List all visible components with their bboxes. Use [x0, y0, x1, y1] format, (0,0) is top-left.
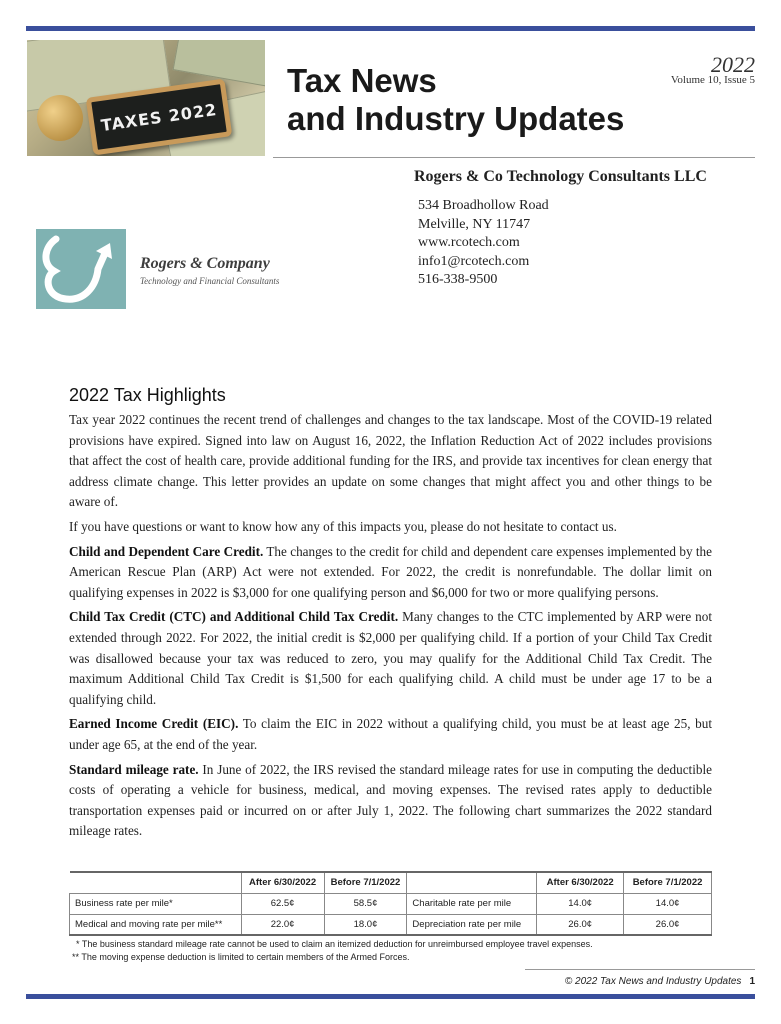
chalkboard-text: TAXES 2022 [99, 99, 219, 135]
section-heading: Standard mileage rate. [69, 761, 199, 777]
address-street: 534 Broadhollow Road [418, 198, 549, 213]
section-text: To claim the EIC in 2022 without a qualifying child, you must be at least age 25, but under age 65, at the end of the year. [69, 716, 712, 752]
address-city: Melville, NY 11747 [418, 216, 531, 232]
company-logo-icon [36, 229, 126, 309]
top-rule [26, 26, 755, 31]
table-cell-label: Depreciation rate per mile [407, 914, 537, 935]
page-number: 1 [749, 976, 755, 987]
issue-number: Volume 10, Issue 5 [670, 74, 755, 86]
logo-company-name: Rogers & Company [140, 255, 270, 272]
bottom-rule [26, 994, 755, 999]
firm-website: www.rcotech.com [418, 235, 520, 250]
table-header-row [70, 872, 712, 893]
issue-year: 2022 [711, 52, 755, 77]
table-header-before: Before 7/1/2022 [624, 872, 712, 893]
firm-phone: 516-338-9500 [418, 272, 498, 287]
logo-tagline: Technology and Financial Consultants [140, 276, 280, 286]
section-paragraph [69, 542, 712, 604]
article-body [69, 410, 712, 846]
table-cell-label: Charitable rate per mile [407, 893, 537, 914]
title-line-1: Tax News [287, 62, 437, 99]
section-paragraph [69, 760, 712, 842]
section-heading: Child Tax Credit (CTC) and Additional Child Tax Credit. [69, 609, 399, 625]
table-cell-value: 26.0¢ [624, 914, 712, 935]
table-cell-value: 26.0¢ [537, 914, 624, 935]
mileage-rate-table [69, 871, 712, 936]
table-cell-label: Business rate per mile* [70, 893, 242, 914]
section-heading: Earned Income Credit (EIC). [69, 716, 239, 732]
table-row [70, 914, 712, 935]
section-paragraph [69, 714, 712, 755]
table-header-blank [70, 872, 242, 893]
table-cell-value: 14.0¢ [624, 893, 712, 914]
contact-paragraph: If you have questions or want to know how any of this impacts you, please do not hesitate to contact us. [69, 518, 617, 534]
table-header-after: After 6/30/2022 [241, 872, 324, 893]
table-footnote: ** The moving expense deduction is limited to certain members of the Armed Forces. [72, 952, 410, 962]
article-title: 2022 Tax Highlights [69, 385, 226, 405]
section-heading: Child and Dependent Care Credit. [69, 543, 264, 559]
firm-address [418, 197, 549, 290]
footer-divider [525, 969, 755, 970]
hero-image [27, 40, 265, 156]
table-cell-value: 58.5¢ [324, 893, 407, 914]
table-cell-value: 62.5¢ [241, 893, 324, 914]
section-text: In June of 2022, the IRS revised the standard mileage rates for use in computing the deductible costs of operating a vehicle for business, medical, and moving expenses. The revised rates apply to deductible transportation expenses paid or incurred on or after July 1, 2022. The following chart summarizes the 2022 standard mileage rates. [69, 761, 712, 839]
table-cell-label: Medical and moving rate per mile** [70, 914, 242, 935]
page-footer [520, 976, 755, 987]
table-header-after: After 6/30/2022 [537, 872, 624, 893]
firm-email: info1@rcotech.com [418, 253, 530, 269]
table-cell-value: 18.0¢ [324, 914, 407, 935]
table-header-blank [407, 872, 537, 893]
table-cell-value: 22.0¢ [241, 914, 324, 935]
section-paragraph [69, 607, 712, 710]
section-text: Many changes to the CTC implemented by ARP were not extended through 2022. For 2022, the initial credit is $2,000 per qualifying child. If a portion of your Child Tax Credit was disallowed because your tax was reduced to zero, you may qualify for the Additional Child Tax Credit. The maximum Additional Child Tax Credit is $1,500 for each qualifying child. A child must be under age 17 to be a qualifying child. [69, 609, 712, 707]
table-row [70, 893, 712, 914]
title-line-2: and Industry Updates [287, 100, 625, 137]
section-text: The changes to the credit for child and dependent care expenses implemented by the American Rescue Plan (ARP) Act were not extended. For 2022, the credit is nonrefundable. The dollar limit on qualifying expenses in 2022 is $3,000 for one qualifying person and $6,000 for two or more qualifying persons. [69, 543, 712, 600]
table-cell-value: 14.0¢ [537, 893, 624, 914]
table-footnote: * The business standard mileage rate cannot be used to claim an itemized deduction for unreimbursed employee travel expenses. [76, 939, 593, 949]
firm-name: Rogers & Co Technology Consultants LLC [414, 168, 707, 185]
newsletter-title [287, 62, 624, 138]
footer-copyright: © 2022 Tax News and Industry Updates [564, 976, 742, 987]
table-header-before: Before 7/1/2022 [324, 872, 407, 893]
title-divider [273, 157, 755, 158]
coin-graphic [37, 95, 83, 141]
intro-paragraph: Tax year 2022 continues the recent trend of challenges and changes to the tax landscape. Most of the COVID-19 related provisions have expired. Signed into law on August 16, 2022, the Inflation Reduction Act of 2022 includes provisions that affect the cost of health care, provide additional funding for the IRS, and provide tax incentives for clean energy that address climate change. This letter provides an update on some changes that might affect you and other things to be aware of. [69, 412, 712, 510]
